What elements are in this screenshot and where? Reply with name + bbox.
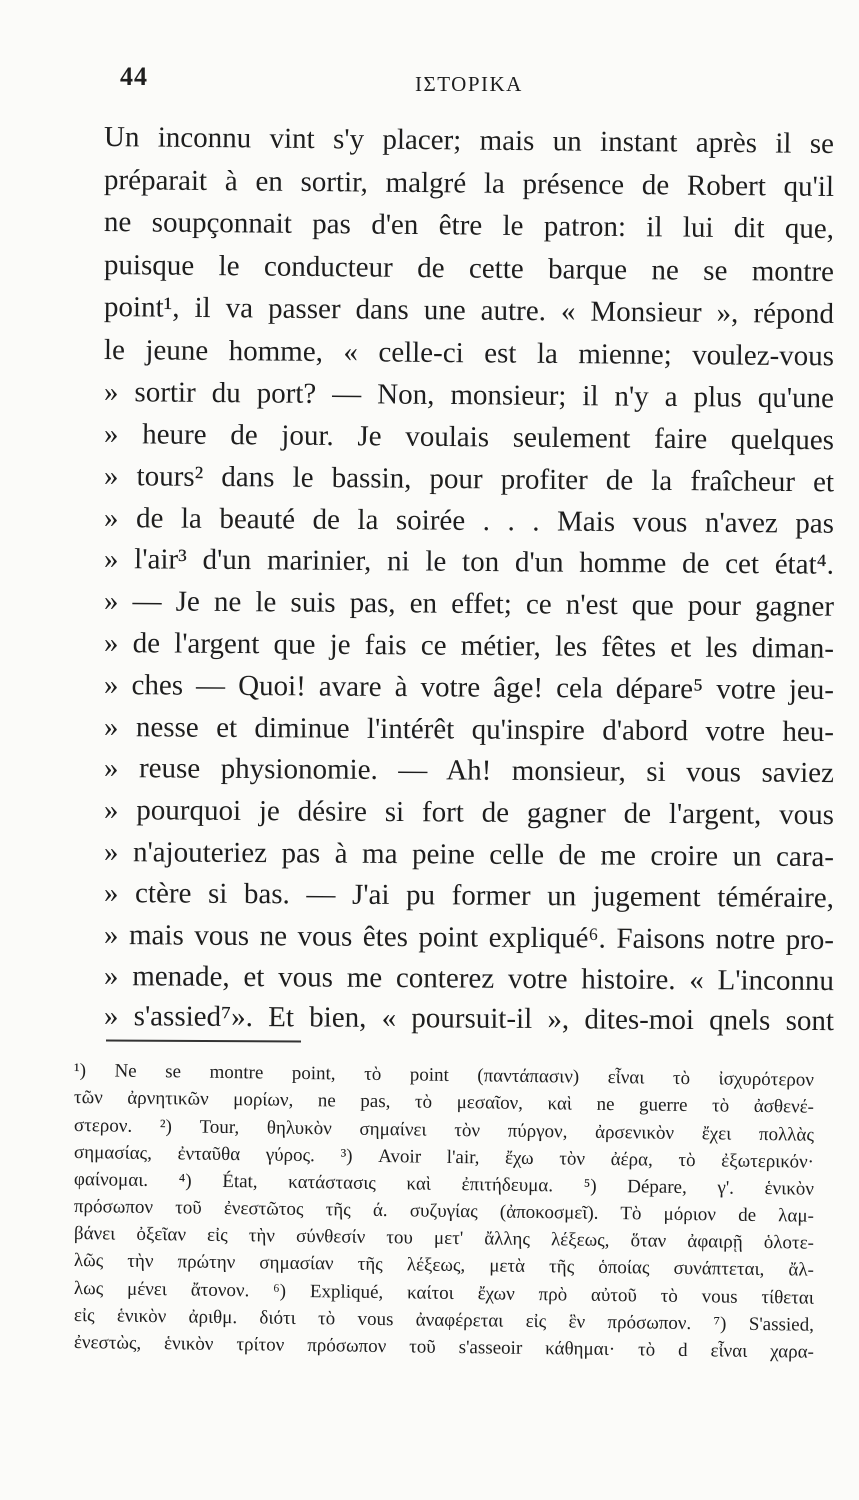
body-line: » reuse physionomie. — Ah! monsieur, si vous saviez: [103, 752, 835, 790]
body-line: » — Je ne le suis pas, en effet; ce n'est que pour gagner: [103, 585, 835, 623]
footnote-line: φαίνομαι. ⁴) État, κατάστασις καὶ ἐπιτήδευμα. ⁵) Dépare, γ'. ἑνικὸν: [73, 1169, 815, 1200]
body-line: » tours² dans le bassin, pour profiter de la fraîcheur et: [103, 460, 835, 499]
body-line: Un inconnu vint s'y placer; mais un instant après il se: [103, 121, 835, 161]
footnote-line: τῶν ἀρνητικῶν μορίων, ne pas, τὸ μεσαῖον, καὶ ne guerre τὸ ἀσθενέ-: [73, 1087, 815, 1118]
body-line: » sortir du port? — Non, monsieur; il n'y a plus qu'une: [103, 376, 835, 415]
body-line: point¹, il va passer dans une autre. « Monsieur », répond: [103, 291, 835, 331]
footnote-line: σημασίας, ἐνταῦθα γύρος. ³) Avoir l'air, ἔχω τὸν ἀέρα, τὸ ἐξωτερικόν·: [73, 1142, 815, 1173]
body-line: » ches — Quoi! avare à votre âge! cela dépare⁵ votre jeu-: [103, 669, 835, 707]
body-line: préparait à en sortir, malgré la présence de Robert qu'il: [103, 164, 835, 204]
footnote-line: πρόσωπον τοῦ ἐνεστῶτος τῆς ά. συζυγίας (ἀποκοσμεῖ). Τὸ μόριον de λαμ-: [73, 1196, 815, 1227]
body-line: » l'air³ d'un marinier, ni le ton d'un homme de cet état⁴.: [103, 543, 835, 581]
footnote-line: βάνει ὀξεῖαν εἰς τὴν σύνθεσίν του μετ' ἄλλης λέξεως, ὅταν ἀφαιρῇ ὁλοτε-: [73, 1223, 815, 1254]
body-line: » pourquoi je désire si fort de gagner de l'argent, vous: [103, 794, 835, 832]
body-line: » nesse et diminue l'intérêt qu'inspire d'abord votre heu-: [103, 711, 835, 749]
page-number: 44: [120, 62, 148, 91]
body-line: » heure de jour. Je voulais seulement faire quelques: [103, 418, 835, 457]
running-head: ΙΣΤΟΡΙΚΑ: [415, 72, 523, 96]
body-line: puisque le conducteur de cette barque ne se montre: [103, 249, 835, 289]
footnote-line: λως μένει ἄτονον. ⁶) Expliqué, καίτοι ἔχων πρὸ αὐτοῦ τὸ vous τίθεται: [73, 1278, 815, 1309]
footnote-line: στερον. ²) Tour, θηλυκὸν σημαίνει τὸν πύργον, ἀρσενικὸν ἔχει πολλὰς: [73, 1115, 815, 1146]
body-line: le jeune homme, « celle-ci est la mienne; voulez-vous: [103, 334, 835, 373]
body-line: » de l'argent que je fais ce métier, les fêtes et les diman-: [103, 627, 835, 665]
body-line: » de la beauté de la soirée . . . Mais vous n'avez pas: [103, 502, 835, 540]
footnote-line: λῶς τὴν πρώτην σημασίαν τῆς λέξεως, μετὰ τῆς ὁποίας συνάπτεται, ἄλ-: [73, 1250, 815, 1281]
body-line: » menade, et vous me conterez votre histoire. « L'inconnu: [103, 960, 835, 998]
body-line: » n'ajouteriez pas à ma peine celle de me croire un cara-: [103, 836, 835, 874]
footnote-line: ἐνεστὼς, ἑνικὸν τρίτον πρόσωπον τοῦ s'asseoir κάθημαι· τὸ d εἶναι χαρα-: [73, 1332, 815, 1363]
body-line: ne soupçonnait pas d'en être le patron: il lui dit que,: [103, 206, 835, 246]
body-line: » mais vous ne vous êtes point expliqué⁶. Faisons notre pro-: [103, 919, 835, 957]
body-line: » s'assied⁷». Et bien, « poursuit-il », dites-moi qnels sont: [103, 1000, 835, 1038]
footnote-line: εἰς ἑνικὸν ἀριθμ. διότι τὸ vous ἀναφέρεται εἰς ἓν πρόσωπον. ⁷) S'assied,: [73, 1305, 815, 1336]
footnote-line: ¹) Ne se montre point, τὸ point (παντάπασιν) εἶναι τὸ ἰσχυρότερον: [73, 1060, 815, 1091]
body-line: » ctère si bas. — J'ai pu former un jugement téméraire,: [103, 877, 835, 915]
